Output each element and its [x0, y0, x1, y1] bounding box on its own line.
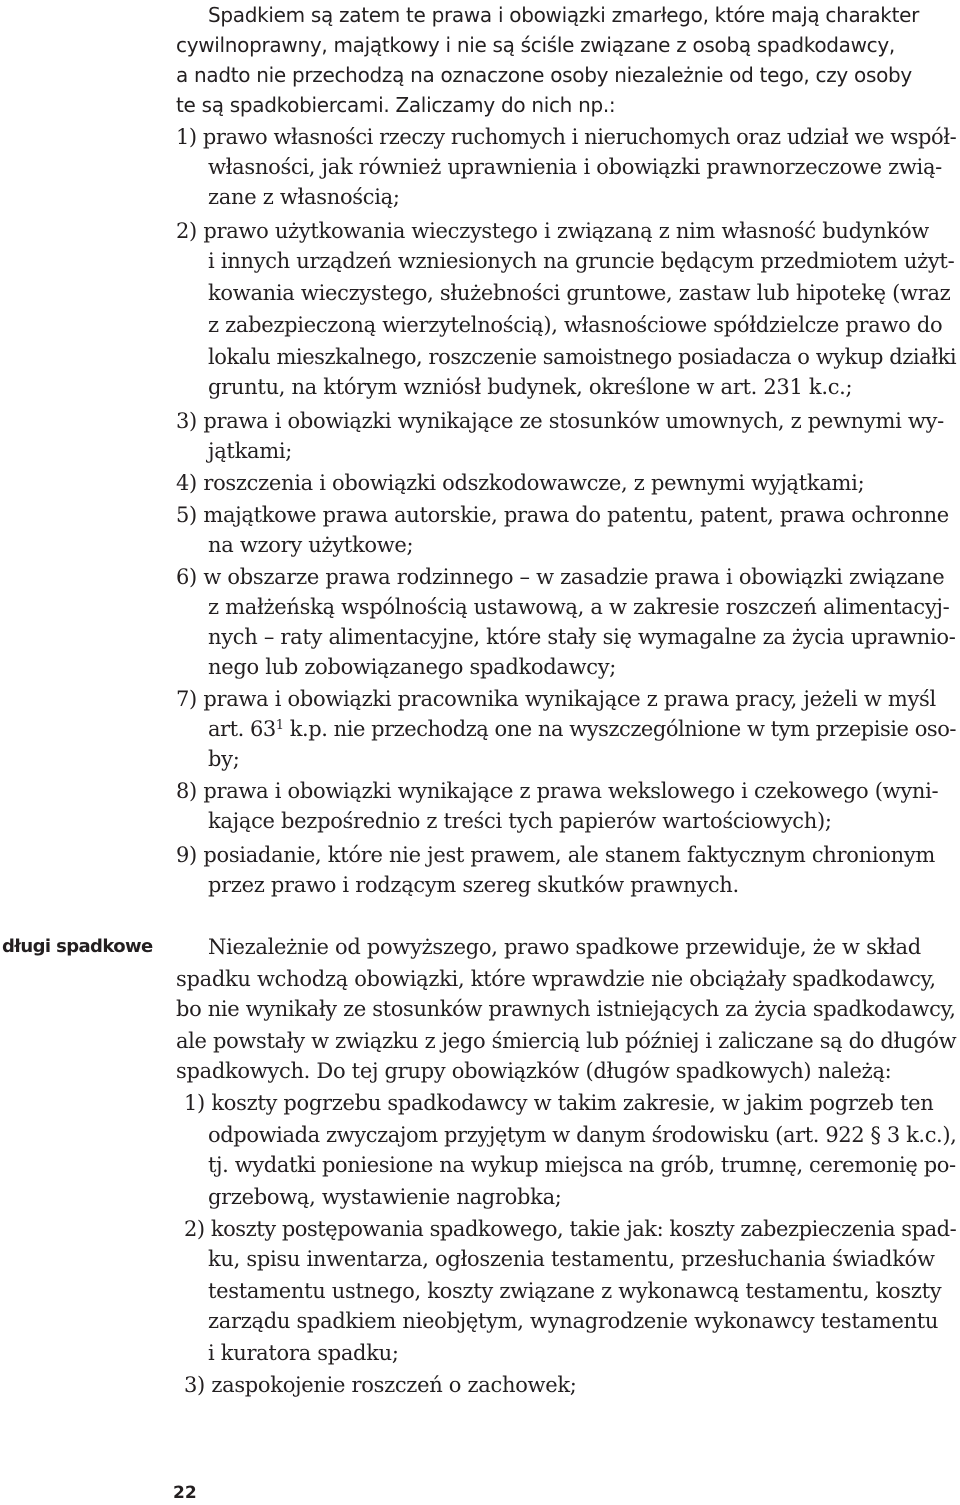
intro-line: te są spadkobiercami. Zaliczamy do nich np.:	[176, 93, 616, 117]
list-item-7-cont: by;	[208, 747, 240, 771]
debt-item-1-cont: odpowiada zwyczajom przyjętym w danym środowisku (art. 922 § 3 k.c.),	[208, 1123, 957, 1147]
list-item-6: 6) w obszarze prawa rodzinnego – w zasadzie prawa i obowiązki związane	[176, 565, 945, 589]
list-item-2-cont: lokalu mieszkalnego, roszczenie samoistnego posiadacza o wykup działki	[208, 345, 957, 369]
list-item-7-cont	[208, 714, 956, 744]
list-item-6-cont: z małżeńską wspólnością ustawową, a w zakresie roszczeń alimentacyj-	[208, 595, 950, 619]
list-item-9-cont: przez prawo i rodzącym szereg skutków prawnych.	[208, 873, 739, 897]
debt-item-2-cont: ku, spisu inwentarza, ogłoszenia testamentu, przesłuchania świadków	[208, 1247, 935, 1271]
list-item-5-cont: na wzory użytkowe;	[208, 533, 414, 557]
debt-item-2-cont: testamentu ustnego, koszty związane z wykonawcą testamentu, koszty	[208, 1279, 942, 1303]
list-item-6-cont: nych – raty alimentacyjne, które stały się wymagalne za życia uprawnio-	[208, 625, 956, 649]
intro-line: cywilnoprawny, majątkowy i nie są ściśle związane z osobą spadkodawcy,	[176, 33, 895, 57]
debt-item-3: 3) zaspokojenie roszczeń o zachowek;	[184, 1373, 577, 1397]
article-ref-rest: k.p. nie przechodzą one na wyszczególnione w tym przepisie oso-	[283, 717, 956, 741]
article-superscript: 1	[275, 718, 284, 733]
list-item-3-cont: jątkami;	[208, 439, 293, 463]
debt-item-1-cont: tj. wydatki poniesione na wykup miejsca na grób, trumnę, ceremonię po-	[208, 1153, 956, 1177]
debt-item-1: 1) koszty pogrzebu spadkodawcy w takim zakresie, w jakim pogrzeb ten	[184, 1091, 934, 1115]
paragraph-line: spadkowych. Do tej grupy obowiązków (długów spadkowych) należą:	[176, 1059, 892, 1083]
list-item-8-cont: kające bezpośrednio z treści tych papierów wartościowych);	[208, 809, 832, 833]
debt-item-1-cont: grzebową, wystawienie nagrobka;	[208, 1185, 562, 1209]
intro-line: Spadkiem są zatem te prawa i obowiązki zmarłego, które mają charakter	[208, 3, 920, 27]
article-ref: art. 63	[208, 717, 276, 741]
debt-item-2-cont: zarządu spadkiem nieobjętym, wynagrodzenie wykonawcy testamentu	[208, 1309, 939, 1333]
intro-line: a nadto nie przechodzą na oznaczone osoby niezależnie od tego, czy osoby	[176, 63, 912, 87]
margin-note: długi spadkowe	[2, 936, 153, 957]
list-item-9: 9) posiadanie, które nie jest prawem, ale stanem faktycznym chronionym	[176, 843, 935, 867]
list-item-4: 4) roszczenia i obowiązki odszkodowawcze, z pewnymi wyjątkami;	[176, 471, 865, 495]
list-item-8: 8) prawa i obowiązki wynikające z prawa wekslowego i czekowego (wyni-	[176, 779, 939, 803]
list-item-5: 5) majątkowe prawa autorskie, prawa do patentu, patent, prawa ochronne	[176, 503, 949, 527]
list-item-2-cont: gruntu, na którym wzniósł budynek, określone w art. 231 k.c.;	[208, 375, 853, 399]
list-item-3: 3) prawa i obowiązki wynikające ze stosunków umownych, z pewnymi wy-	[176, 409, 944, 433]
list-item-6-cont: nego lub zobowiązanego spadkodawcy;	[208, 655, 617, 679]
paragraph-line: spadku wchodzą obowiązki, które wprawdzie nie obciążały spadkodawcy,	[176, 967, 936, 991]
list-item-2-cont: z zabezpieczoną wierzytelnością), własnościowe spółdzielcze prawo do	[208, 313, 943, 337]
paragraph-line: bo nie wynikały ze stosunków prawnych istniejących za życia spadkodawcy,	[176, 997, 956, 1021]
list-item-7: 7) prawa i obowiązki pracownika wynikające z prawa pracy, jeżeli w myśl	[176, 687, 936, 711]
debt-item-2: 2) koszty postępowania spadkowego, takie jak: koszty zabezpieczenia spad-	[184, 1217, 957, 1241]
list-item-1: 1) prawo własności rzeczy ruchomych i nieruchomych oraz udział we współ-	[176, 125, 957, 149]
paragraph-line: ale powstały w związku z jego śmiercią lub później i zaliczane są do długów	[176, 1029, 957, 1053]
list-item-2-cont: i innych urządzeń wzniesionych na gruncie będącym przedmiotem użyt-	[208, 249, 955, 273]
debt-item-2-cont: i kuratora spadku;	[208, 1341, 399, 1365]
page-number: 22	[173, 1483, 197, 1503]
paragraph-line: Niezależnie od powyższego, prawo spadkowe przewiduje, że w skład	[208, 935, 921, 959]
list-item-2-cont: kowania wieczystego, służebności gruntowe, zastaw lub hipotekę (wraz	[208, 281, 951, 305]
list-item-1-cont: zane z własnością;	[208, 185, 400, 209]
list-item-2: 2) prawo użytkowania wieczystego i związaną z nim własność budynków	[176, 219, 929, 243]
list-item-1-cont: własności, jak również uprawnienia i obowiązki prawnorzeczowe zwią-	[208, 155, 942, 179]
